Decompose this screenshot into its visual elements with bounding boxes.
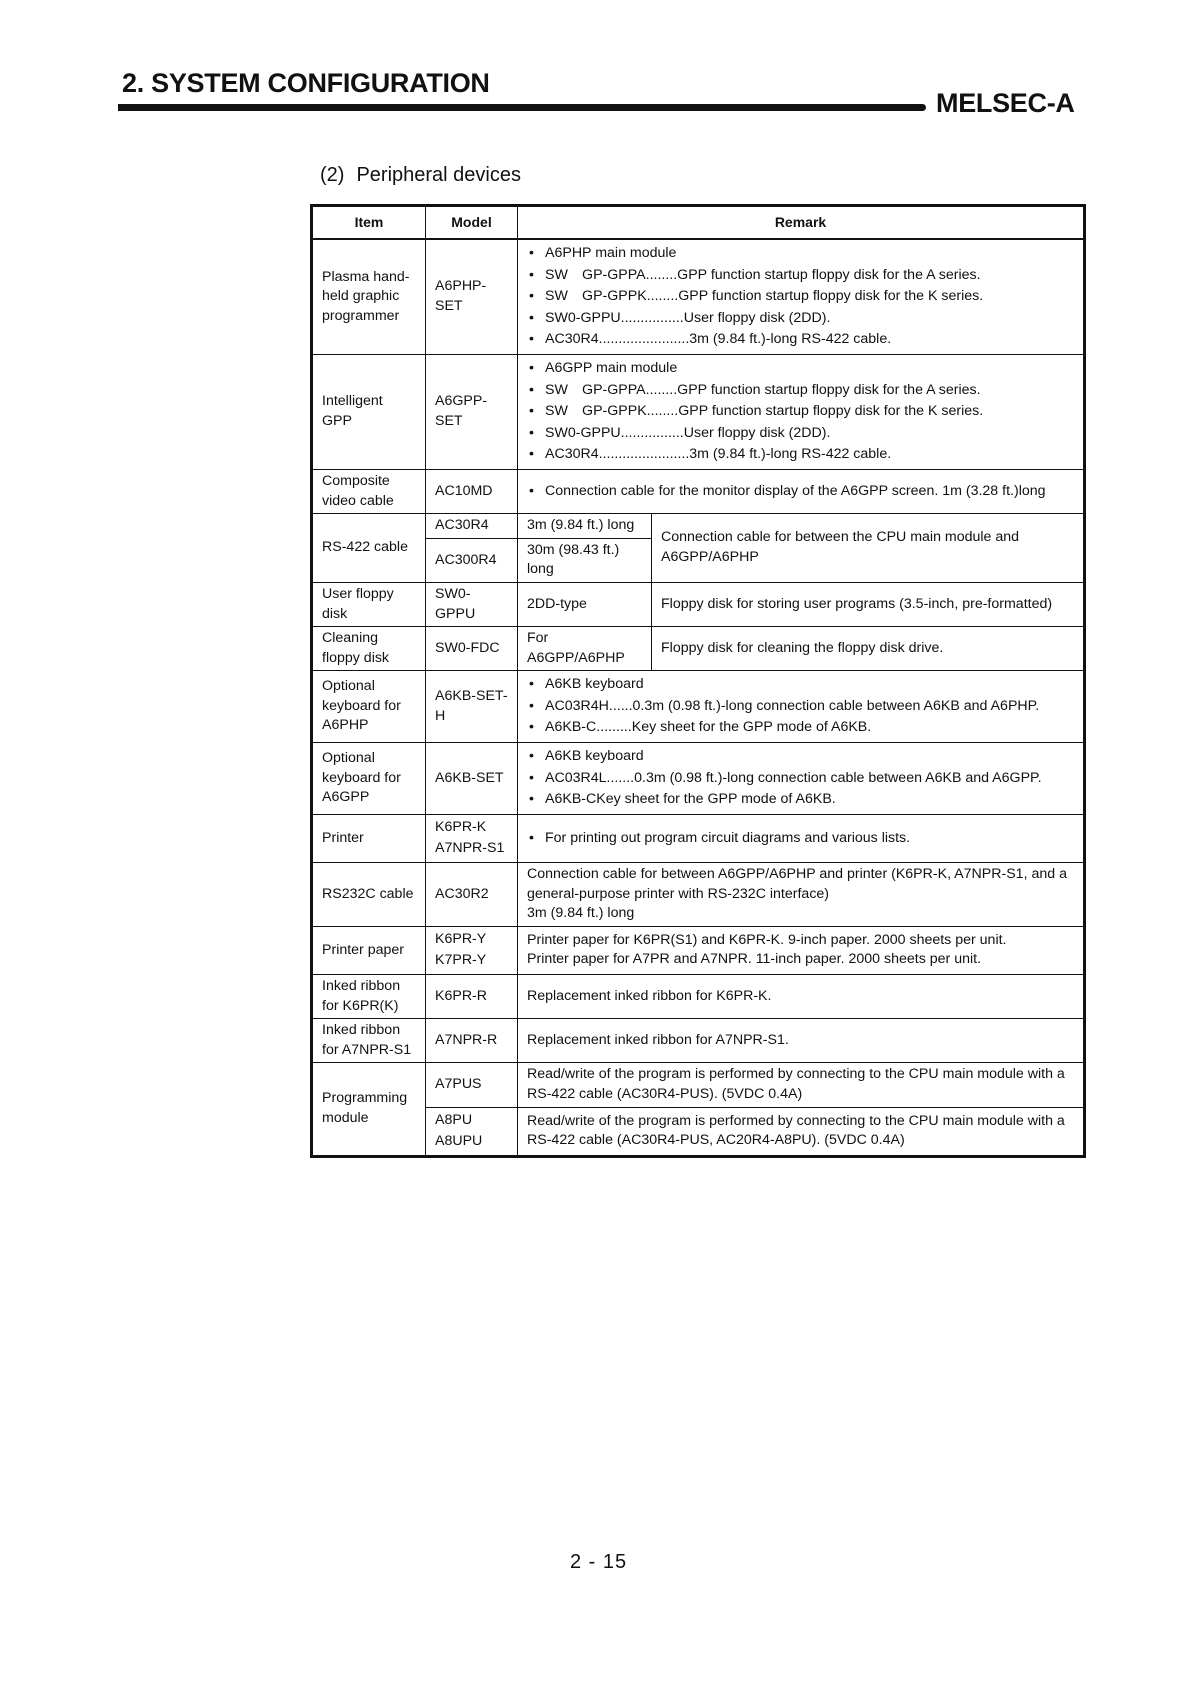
list-item: • A6GPP main module [545,358,1074,380]
remark-cell: Floppy disk for storing user programs (3.5-inch, pre-formatted) [652,582,1085,626]
remark-cell: Floppy disk for cleaning the floppy disk drive. [652,627,1085,671]
item-cell: RS-422 cable [312,514,426,583]
spec-cell: For A6GPP/A6PHP [518,627,652,671]
remark-list [527,357,1074,467]
list-item: • SW GP-GPPK........GPP function startup floppy disk for the K series. [545,286,1074,308]
remark-cell [518,469,1085,513]
list-item: • A6KB keyboard [545,746,1074,768]
remark-cell [518,239,1085,354]
remark-length: 3m (9.84 ft.) long [527,905,635,922]
table-row [312,1063,1085,1107]
item-cell: RS232C cable [312,863,426,927]
section-number: (2) [320,164,345,186]
model-cell: AC10MD [426,469,518,513]
remark-cell: Read/write of the program is performed by connecting to the CPU main module with a RS-422 cable (AC30R4-PUS). (5VDC 0.4A) [518,1063,1085,1107]
remark-list [527,673,1074,740]
list-item: • AC30R4.......................3m (9.84 ft.)-long RS-422 cable. [545,444,1074,466]
item-cell: Printer paper [312,926,426,974]
item-cell: User floppy disk [312,582,426,626]
table-row [312,582,1085,626]
model-cell [426,926,518,974]
item-cell: Optional keyboard for A6GPP [312,743,426,815]
model-line: A7NPR-S1 [435,840,505,857]
model-line: A8UPU [435,1133,483,1150]
remark-cell: Read/write of the program is performed by connecting to the CPU main module with a RS-422 cable (AC30R4-PUS, AC20R4-A8PU). (5VDC 0.4A) [518,1107,1085,1156]
model-cell: AC30R2 [426,863,518,927]
list-item: • SW GP-GPPA........GPP function startup floppy disk for the A series. [545,265,1074,287]
spec-cell: 2DD-type [518,582,652,626]
model-cell: AC300R4 [426,538,518,582]
remark-list [527,480,1074,504]
peripheral-devices-table [310,204,1086,1158]
spec-cell: 3m (9.84 ft.) long [518,514,652,539]
model-cell: SW0-GPPU [426,582,518,626]
chapter-title: 2. SYSTEM CONFIGURATION [122,68,490,98]
table-row [312,814,1085,862]
model-cell: A6KB-SET-H [426,671,518,743]
table-row [312,863,1085,927]
remark-text: Printer paper for K6PR(S1) and K6PR-K. 9-inch paper. 2000 sheets per unit. [527,931,1007,948]
brand-label: MELSEC-A [936,88,1075,118]
list-item: • SW0-GPPU................User floppy disk (2DD). [545,308,1074,330]
model-stack [435,1110,508,1153]
section-title: Peripheral devices [356,164,521,186]
remark-cell [518,814,1085,862]
table-row [312,1107,1085,1156]
remark-cell [518,743,1085,815]
model-stack [435,817,508,860]
list-item: • For printing out program circuit diagrams and various lists. [545,828,1074,850]
model-cell: AC30R4 [426,514,518,539]
item-cell: Printer [312,814,426,862]
item-cell: Cleaning floppy disk [312,627,426,671]
list-item: • A6KB keyboard [545,674,1074,696]
remark-list [527,827,1074,851]
item-cell: Plasma hand-held graphic programmer [312,239,426,354]
table-row [312,975,1085,1019]
remark-cell [518,354,1085,469]
list-item: • AC03R4H......0.3m (0.98 ft.)-long connection cable between A6KB and A6PHP. [545,696,1074,718]
model-cell: K6PR-R [426,975,518,1019]
model-cell: A7NPR-R [426,1019,518,1063]
model-cell: A6GPP-SET [426,354,518,469]
table-row [312,627,1085,671]
table-row [312,354,1085,469]
table-row [312,514,1085,539]
item-cell: Optional keyboard for A6PHP [312,671,426,743]
remark-cell: Replacement inked ribbon for K6PR-K. [518,975,1085,1019]
list-item: • A6KB-CKey sheet for the GPP mode of A6KB. [545,789,1074,811]
page-header [118,66,1080,122]
remark-cell: Connection cable for between the CPU main module and A6GPP/A6PHP [652,514,1085,583]
model-stack [435,929,508,972]
list-item: • SW0-GPPU................User floppy disk (2DD). [545,423,1074,445]
item-cell: Composite video cable [312,469,426,513]
remark-cell [518,863,1085,927]
table-row [312,671,1085,743]
table-header-row [312,206,1085,240]
model-cell: A7PUS [426,1063,518,1107]
header-remark: Remark [518,206,1085,240]
item-cell: Inked ribbon for A7NPR-S1 [312,1019,426,1063]
list-item: • A6PHP main module [545,243,1074,265]
remark-cell: Replacement inked ribbon for A7NPR-S1. [518,1019,1085,1063]
model-cell: A6KB-SET [426,743,518,815]
list-item: • AC03R4L.......0.3m (0.98 ft.)-long connection cable between A6KB and A6GPP. [545,768,1074,790]
model-cell [426,814,518,862]
model-cell: A6PHP-SET [426,239,518,354]
page-number: 2 - 15 [570,1551,628,1573]
model-line: K7PR-Y [435,952,487,969]
item-cell: Intelligent GPP [312,354,426,469]
item-cell: Programming module [312,1063,426,1156]
table-row [312,1019,1085,1063]
remark-text: Connection cable for between A6GPP/A6PHP and printer (K6PR-K, A7NPR-S1, and a general-purpose printer with RS-232C interface) [527,866,1067,902]
item-cell: Inked ribbon for K6PR(K) [312,975,426,1019]
list-item: • AC30R4.......................3m (9.84 ft.)-long RS-422 cable. [545,329,1074,351]
table-row [312,926,1085,974]
model-cell [426,1107,518,1156]
model-line: K6PR-K [435,818,487,835]
list-item: • Connection cable for the monitor display of the A6GPP screen. 1m (3.28 ft.)long [545,481,1074,503]
model-cell: SW0-FDC [426,627,518,671]
table-row [312,239,1085,354]
table-row [312,743,1085,815]
remark-cell [518,671,1085,743]
spec-cell: 30m (98.43 ft.) long [518,538,652,582]
model-line: K6PR-Y [435,930,487,947]
remark-list [527,745,1074,812]
header-item: Item [312,206,426,240]
list-item: • A6KB-C.........Key sheet for the GPP mode of A6KB. [545,717,1074,739]
header-model: Model [426,206,518,240]
remark-text: Printer paper for A7PR and A7NPR. 11-inch paper. 2000 sheets per unit. [527,951,982,968]
header-rule [118,104,926,111]
list-item: • SW GP-GPPK........GPP function startup floppy disk for the K series. [545,401,1074,423]
table-row [312,469,1085,513]
list-item: • SW GP-GPPA........GPP function startup floppy disk for the A series. [545,380,1074,402]
remark-cell [518,926,1085,974]
section-heading [320,164,521,187]
remark-list [527,242,1074,352]
model-line: A8PU [435,1111,473,1128]
